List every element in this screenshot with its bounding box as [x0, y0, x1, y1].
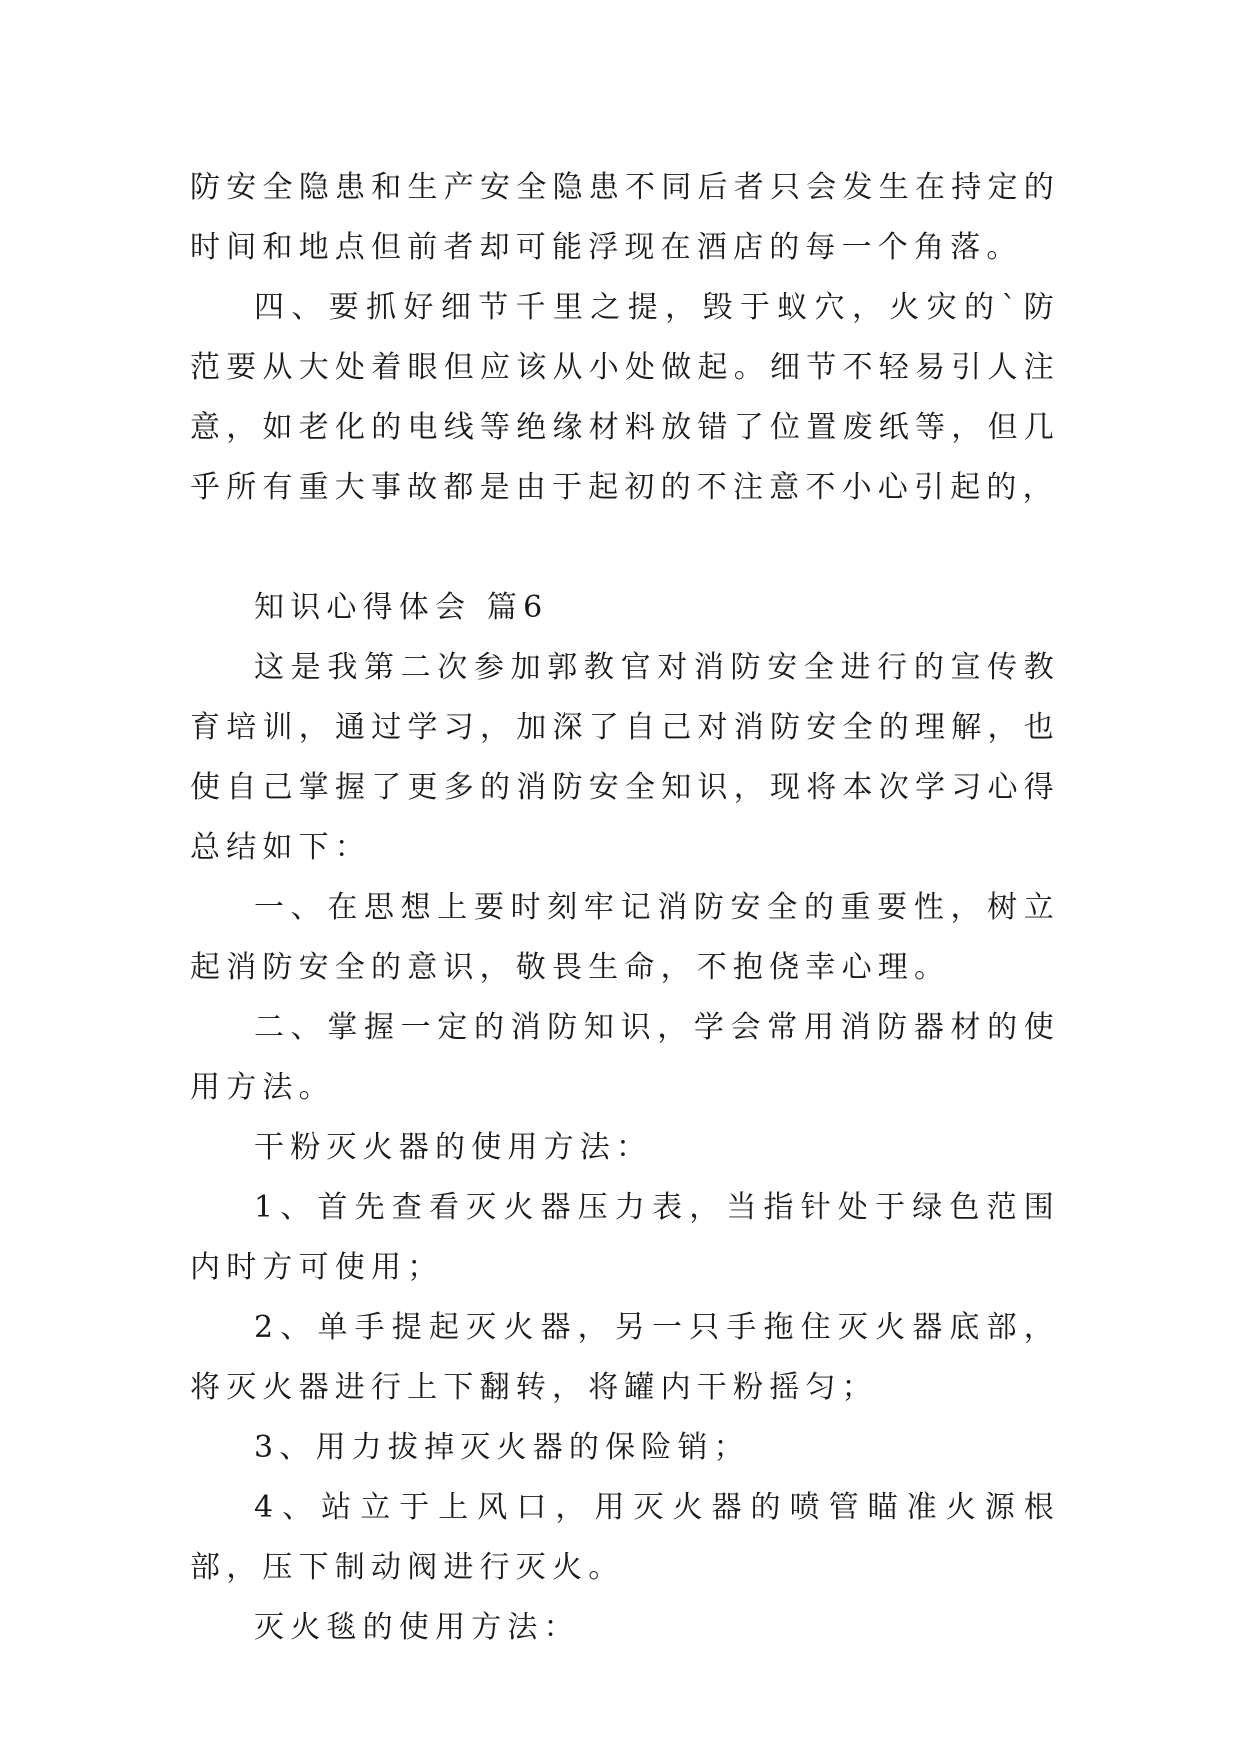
step-three: 3、用力拔掉灭火器的保险销；	[254, 1430, 750, 1465]
paragraph-continuation: 防安全隐患和生产安全隐患不同后者只会发生在持定的时间和地点但前者却可能浮现在酒店的每一个角落。	[190, 170, 1060, 265]
paragraph-intro: 这是我第二次参加郭教官对消防安全进行的宣传教育培训，通过学习，加深了自己对消防安全的理解，也使自己掌握了更多的消防安全知识，现将本次学习心得总结如下：	[190, 650, 1060, 865]
paragraph-point-four: 四、要抓好细节千里之提，毁于蚁穴，火灾的`防范要从大处着眼但应该从小处做起。细节不轻易引人注意，如老化的电线等绝缘材料放错了位置废纸等，但几乎所有重大事故都是由于起初的不注意不小心引起的，	[190, 290, 1060, 505]
document-body	[190, 158, 1060, 1658]
step-one: 1、首先查看灭火器压力表，当指针处于绿色范围内时方可使用；	[190, 1190, 1060, 1285]
section-heading: 知识心得体会 篇6	[254, 590, 549, 625]
subheading-fire-blanket: 灭火毯的使用方法：	[254, 1610, 580, 1645]
paragraph-point-one: 一、在思想上要时刻牢记消防安全的重要性，树立起消防安全的意识，敬畏生命，不抱侥幸心理。	[190, 890, 1060, 985]
paragraph-point-two: 二、掌握一定的消防知识，学会常用消防器材的使用方法。	[190, 1010, 1060, 1105]
step-four: 4、站立于上风口，用灭火器的喷管瞄准火源根部，压下制动阀进行灭火。	[190, 1490, 1060, 1585]
step-two: 2、单手提起灭火器，另一只手拖住灭火器底部，将灭火器进行上下翻转，将罐内干粉摇匀；	[190, 1310, 1060, 1405]
subheading-dry-powder: 干粉灭火器的使用方法：	[254, 1130, 653, 1165]
